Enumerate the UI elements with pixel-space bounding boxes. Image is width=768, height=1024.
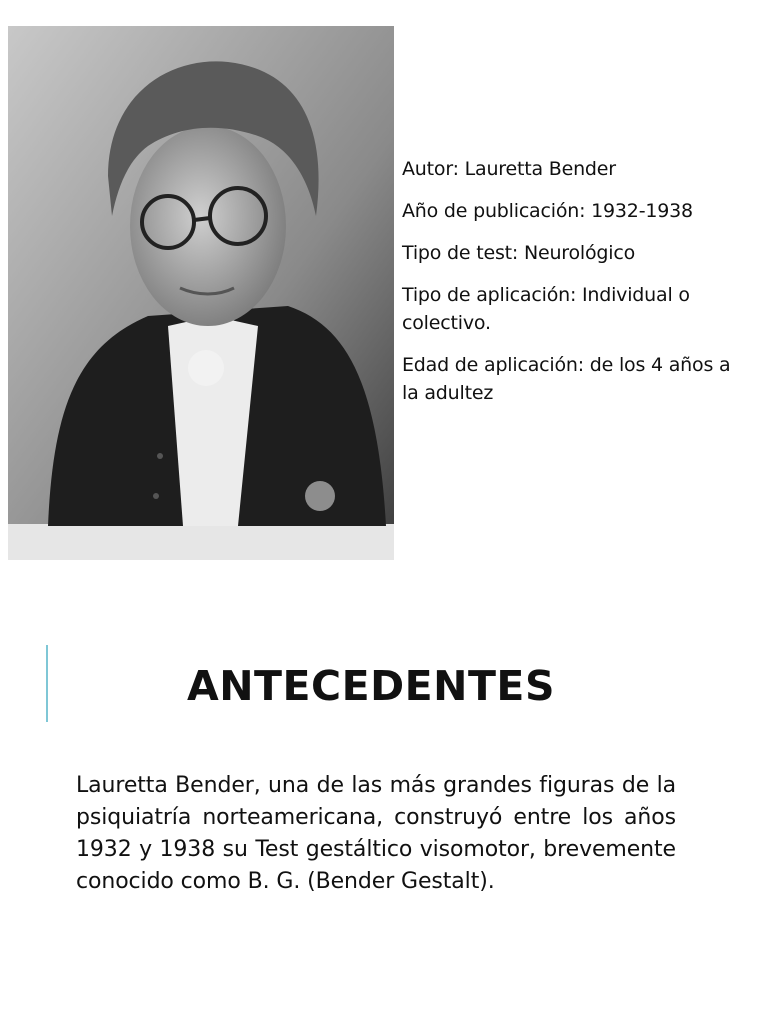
detail-publication-year: Año de publicación: 1932-1938 xyxy=(402,200,693,222)
detail-test-type: Tipo de test: Neurológico xyxy=(402,242,636,264)
section-title: ANTECEDENTES xyxy=(187,662,555,710)
detail-author: Autor: Lauretta Bender xyxy=(402,158,616,180)
detail-application-type: Tipo de aplicación: Individual o colectivo. xyxy=(402,284,690,334)
portrait-photo xyxy=(8,26,394,560)
test-details-list xyxy=(402,155,747,421)
section-body: Lauretta Bender, una de las más grandes figuras de la psiquiatría norteamericana, construyó entre los años 1932 y 1938 su Test gestáltico visomotor, brevemente conocido como B. G. (Bender Gestalt). xyxy=(76,773,676,894)
portrait-icon xyxy=(8,26,394,560)
detail-application-age: Edad de aplicación: de los 4 años a la adultez xyxy=(402,354,731,404)
